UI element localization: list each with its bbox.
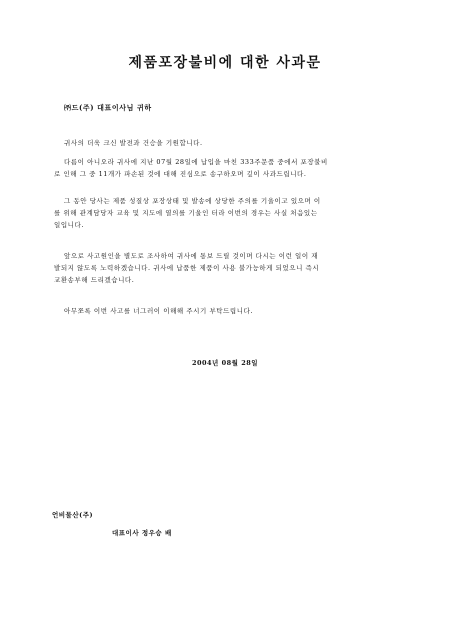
paragraph-line: 교환송부해 드리겠습니다.: [54, 275, 135, 284]
paragraph-line: 로 인해 그 중 11개가 파손된 것에 대해 진심으로 송구하오며 깊이 사과드립니다.: [54, 169, 307, 178]
document-title: 제품포장불비에 대한 사과문: [128, 55, 322, 71]
paragraph-line: 앞으로 사고원인을 별도로 조사하여 귀사에 통보 드릴 것이며 다시는 이런 일이 재: [64, 252, 319, 260]
company-name: 언비물산(주): [52, 511, 94, 519]
recipient-line: ㈜드(주) 대표이사님 귀하: [64, 103, 152, 112]
ceo-signature: 대표이사 정우승 배: [112, 529, 172, 537]
paragraph-3: [54, 196, 410, 231]
paragraph-5: [54, 306, 410, 318]
paragraph-line: 다름이 아니오라 귀사에 지난 07월 28일에 납입을 마친 333주문품 중에서 포장불비: [64, 158, 328, 166]
paragraph-line: 발되지 않도록 노력하겠습니다. 귀사에 납품한 제품이 사용 불가능하게 되었으니 즉시: [54, 263, 320, 272]
paragraph-line: 아무쪼록 이번 사고를 너그러이 이해해 주시기 부탁드립니다.: [64, 307, 254, 315]
paragraph-line: 그 동안 당사는 제품 성질상 포장상태 및 발송에 상당한 주의를 기울이고 있으며 이: [64, 197, 321, 205]
paragraph-line: 귀사의 더욱 크신 발전과 건승을 기원합니다.: [64, 139, 203, 147]
document-date: 2004년 08월 28일: [191, 359, 259, 367]
paragraph-line: 일입니다.: [54, 220, 84, 229]
paragraph-line: 를 위해 관계담당자 교육 및 지도에 열의를 기울인 터라 이번의 경우는 사실 처음있는: [54, 208, 318, 217]
paragraph-4: [54, 251, 410, 286]
paragraph-1: [54, 138, 410, 150]
paragraph-2: [54, 157, 410, 181]
